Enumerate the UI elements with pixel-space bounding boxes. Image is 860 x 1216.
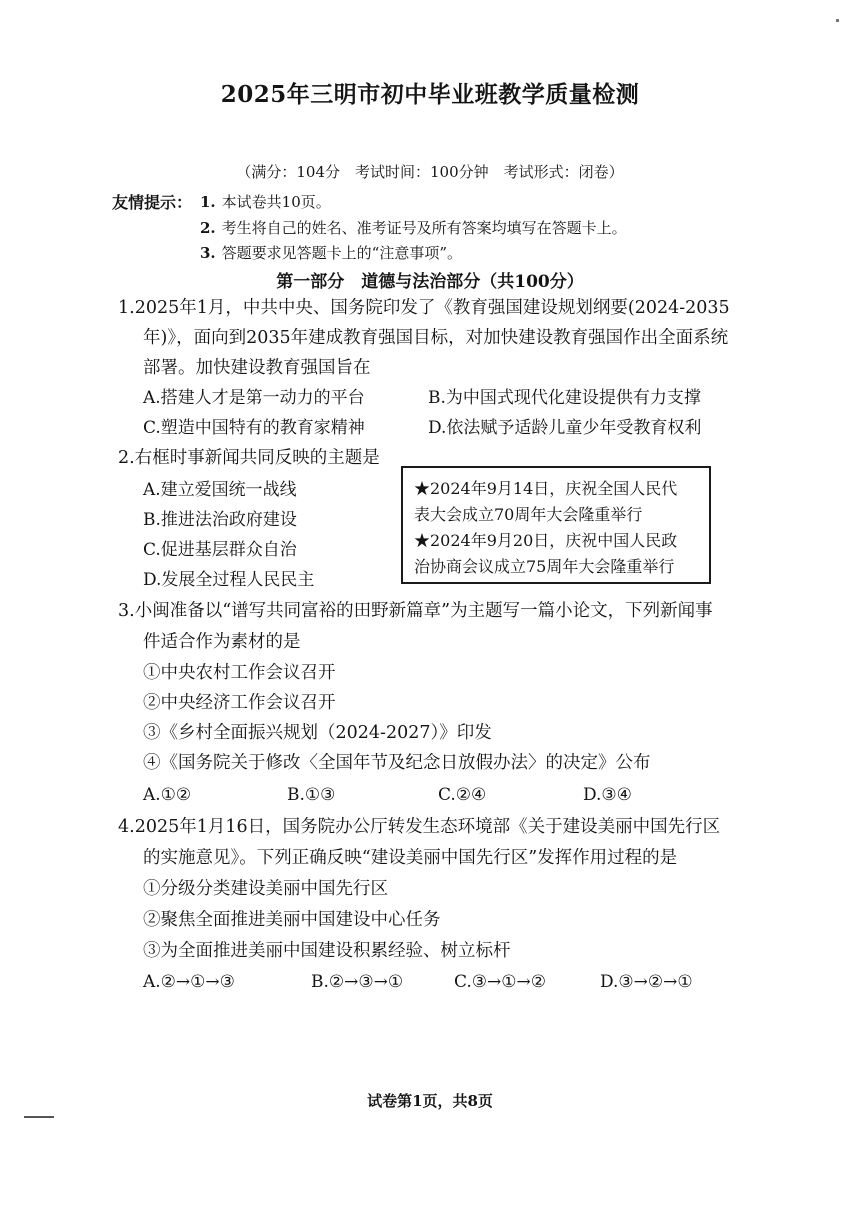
tip-text: 本试卷共10页。 [221,193,331,211]
tip-number: 2. [200,219,216,237]
statement-item: ③《乡村全面振兴规划（2024-2027）》印发 [143,723,492,743]
tip-text: 答题要求见答题卡上的“注意事项”。 [221,244,463,262]
statement-item: ①分级分类建设美丽中国先行区 [143,879,388,899]
option-a[interactable]: A.①② [143,785,192,805]
tip-item [200,217,627,238]
statement-item: ①中央农村工作会议召开 [143,663,336,683]
question-4-line: 4.2025年1月16日，国务院办公厅转发生态环境部《关于建设美丽中国先行区 [118,817,721,837]
option-a[interactable]: A.搭建人才是第一动力的平台 [143,388,365,408]
question-4-line: 的实施意见》。下列正确反映“建设美丽中国先行区”发挥作用过程的是 [143,848,678,868]
option-d[interactable]: D.依法赋予适龄儿童少年受教育权利 [428,418,702,438]
statement-item: ②中央经济工作会议召开 [143,693,336,713]
news-line: ★2024年9月20日，庆祝中国人民政 [414,531,678,550]
tips-label: 友情提示： [112,193,193,212]
option-d[interactable]: D.发展全过程人民民主 [143,570,315,590]
tip-text: 考生将自己的姓名、准考证号及所有答案均填写在答题卡上。 [221,219,627,237]
news-line: 表大会成立70周年大会隆重举行 [414,505,643,524]
question-3-line: 件适合作为素材的是 [143,632,301,652]
news-line: 治协商会议成立75周年大会隆重举行 [414,557,675,576]
option-a[interactable]: A.②→①→③ [143,972,235,992]
option-c[interactable]: C.②④ [438,785,487,805]
news-box [401,466,711,584]
question-3-line: 3.小闽准备以“谱写共同富裕的田野新篇章”为主题写一篇小论文，下列新闻事 [118,601,713,621]
statement-item: ②聚焦全面推进美丽中国建设中心任务 [143,910,441,930]
scan-dot [836,19,839,22]
question-1-line: 部署。加快建设教育强国旨在 [143,358,371,378]
option-b[interactable]: B.推进法治政府建设 [143,510,297,530]
tip-item [200,242,462,263]
exam-title: 2025年三明市初中毕业班教学质量检测 [220,81,640,108]
tip-item [200,191,331,212]
exam-meta: （满分：104分 考试时间：100分钟 考试形式：闭卷） [236,163,624,181]
option-d[interactable]: D.③→②→① [600,972,693,992]
page-footer: 试卷第1页，共8页 [367,1092,493,1110]
option-b[interactable]: B.为中国式现代化建设提供有力支撑 [428,388,701,408]
tip-number: 3. [200,244,216,262]
question-1-line: 1.2025年1月，中共中央、国务院印发了《教育强国建设规划纲要(2024-2035 [118,298,730,318]
scan-mark [24,1116,54,1118]
question-2-line: 2.右框时事新闻共同反映的主题是 [118,448,380,468]
question-1-line: 年)》，面向到2035年建成教育强国目标，对加快建设教育强国作出全面系统 [143,328,729,348]
statement-item: ③为全面推进美丽中国建设积累经验、树立标杆 [143,941,511,961]
option-b[interactable]: B.②→③→① [311,972,404,992]
option-a[interactable]: A.建立爱国统一战线 [143,480,297,500]
news-line: ★2024年9月14日，庆祝全国人民代 [414,479,678,498]
section-title: 第一部分 道德与法治部分（共100分） [276,272,584,292]
option-d[interactable]: D.③④ [583,785,632,805]
option-c[interactable]: C.促进基层群众自治 [143,540,297,560]
option-b[interactable]: B.①③ [287,785,336,805]
statement-item: ④《国务院关于修改〈全国年节及纪念日放假办法〉的决定》公布 [143,753,651,773]
tip-number: 1. [200,193,216,211]
option-c[interactable]: C.塑造中国特有的教育家精神 [143,418,365,438]
option-c[interactable]: C.③→①→② [454,972,547,992]
